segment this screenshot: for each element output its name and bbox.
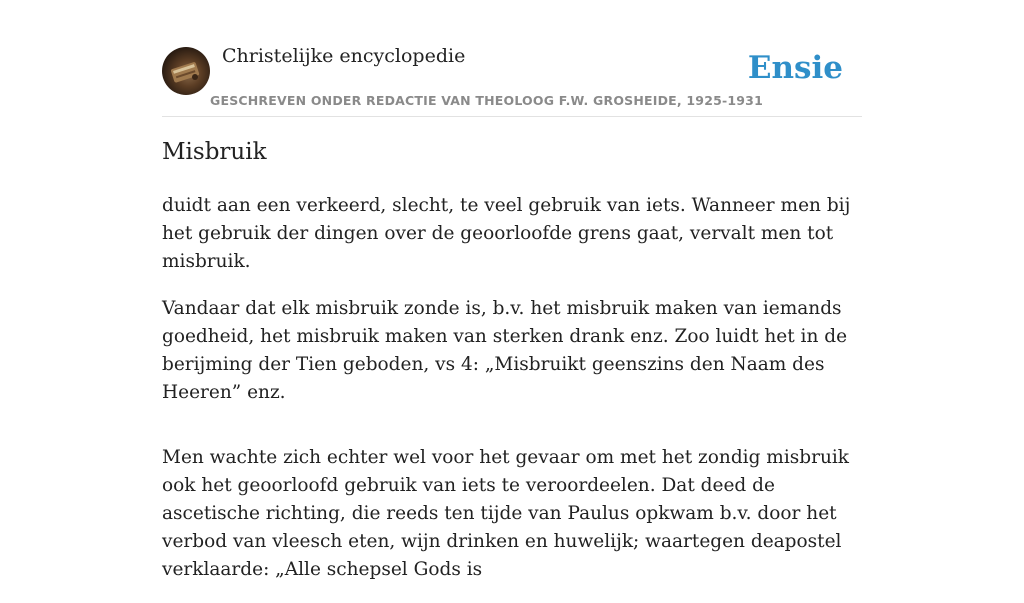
book-title[interactable]: Christelijke encyclopedie <box>222 45 466 67</box>
article-body <box>162 192 862 603</box>
paragraph: Vandaar dat elk misbruik zonde is, b.v. het misbruik maken van iemands goedheid, het misbruik maken van sterken drank enz. Zoo luidt het in de berijming der Tien geboden, vs 4: „Misbruikt geenszins den Naam des Heeren” enz. <box>162 298 848 403</box>
header <box>162 0 862 117</box>
paragraph: duidt aan een verkeerd, slecht, te veel gebruik van iets. Wanneer men bij het gebruik der dingen over de geoorloofde grens gaat, vervalt men tot misbruik. <box>162 195 851 272</box>
paragraph: Men wachte zich echter wel voor het gevaar om met het zondig misbruik ook het geoorloofd gebruik van iets te veroordeelen. Dat deed de ascetische richting, die reeds ten tijde van Paulus opkwam b.v. door het verbod van vleesch eten, wijn drinken en huwelijk; waartegen deapostel verklaarde: „Alle schepsel Gods is <box>162 447 849 580</box>
article-title: Misbruik <box>162 139 267 165</box>
book-subtitle: GESCHREVEN ONDER REDACTIE VAN THEOLOOG F.W. GROSHEIDE, 1925-1931 <box>210 93 763 108</box>
ensie-logo[interactable]: Ensie <box>747 50 843 86</box>
book-cover-icon[interactable] <box>162 47 210 95</box>
